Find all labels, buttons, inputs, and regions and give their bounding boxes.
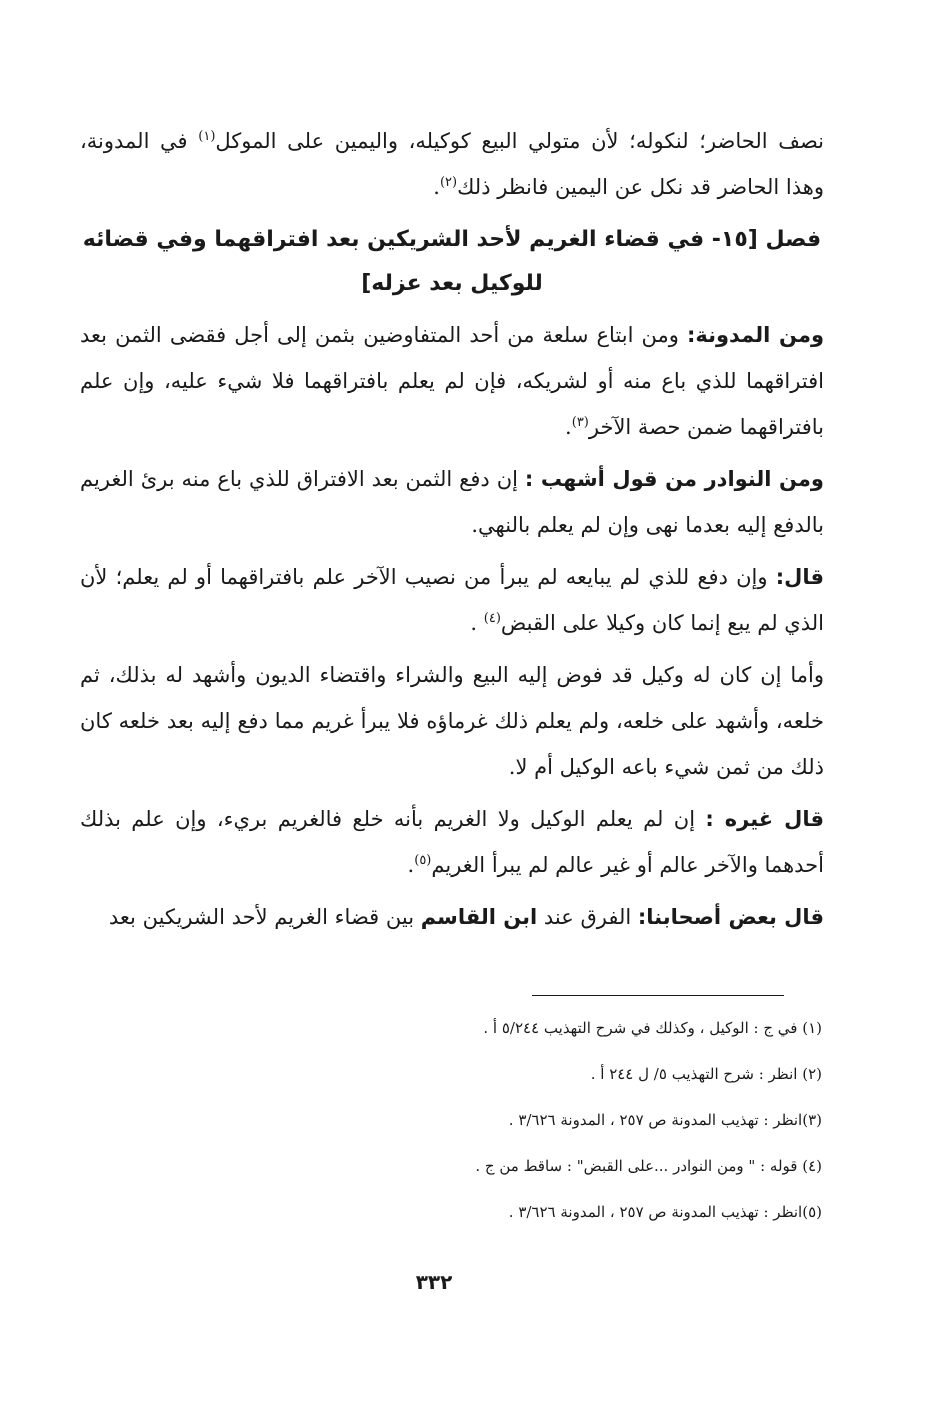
paragraph-lead: قال غيره : (705, 807, 824, 831)
paragraph-text: وإن دفع للذي لم يبايعه لم يبرأ من نصيب الآخر علم بافتراقهما أو لم يعلم؛ لأن الذي لم يبع إنما كان وكيلا على القبض (80, 565, 824, 635)
footnote-ref-5[interactable]: (٥) (414, 853, 432, 868)
paragraph-text: إن لم يعلم الوكيل ولا الغريم بأنه خلع فالغريم بريء، وإن علم بذلك أحدهما والآخر عالم أو غير عالم لم يبرأ الغريم (80, 807, 824, 877)
footnote-ref-1[interactable]: (١) (198, 129, 216, 144)
paragraph-text: وأما إن كان له وكيل قد فوض إليه البيع والشراء واقتضاء الديون وأشهد له بذلك، ثم خلعه، وأشهد على خلعه، ولم يعلم ذلك غرماؤه فلا يبرأ غريم مما دفع إليه بعد خلعه كان ذلك من ثمن شيء باعه الوكيل أم لا. (80, 663, 824, 779)
paragraph-end: . (565, 415, 572, 439)
paragraph-lead: ومن النوادر من قول أشهب : (524, 467, 824, 491)
intro-text-a: نصف الحاضر؛ لنكوله؛ لأن متولي البيع كوكيله، واليمين على الموكل (215, 129, 825, 153)
paragraph-text: ومن ابتاع سلعة من أحد المتفاوضين بثمن إلى أجل فقضى الثمن بعد افتراقهما للذي باع منه أو لشريكه، فإن لم يعلم بافتراقهما فلا شيء عليه، وإن علم بافتراقهما ضمن حصة الآخر (80, 323, 824, 439)
intro-paragraph (80, 118, 824, 210)
paragraph-lead: ومن المدونة: (686, 323, 825, 347)
paragraph-end: . (470, 611, 484, 635)
page-body (80, 118, 824, 946)
paragraph-lead: قال: (775, 565, 824, 589)
paragraph-text: إن دفع الثمن بعد الافتراق للذي باع منه برئ الغريم بالدفع إليه بعدما نهى وإن لم يعلم بالنهي. (80, 467, 824, 537)
footnote-ref-3[interactable]: (٣) (571, 415, 589, 430)
paragraph-qala (80, 554, 824, 646)
section-heading: فصل [١٥- في قضاء الغريم لأحد الشريكين بعد افتراقهما وفي قضائه للوكيل بعد عزله] (82, 227, 822, 296)
footnote-ref-4[interactable]: (٤) (483, 611, 501, 626)
paragraph-mudawwana (80, 312, 824, 450)
page-number: ٣٣٢ (415, 1270, 453, 1294)
footnote-5: (٥)انظر : تهذيب المدونة ص ٢٥٧ ، المدونة ٣/٦٢٦ . (508, 1203, 822, 1221)
scholar-name: ابن القاسم (420, 905, 538, 929)
paragraph-lead: قال بعض أصحابنا: (637, 905, 824, 929)
paragraph-ashabuna (80, 894, 824, 940)
footnote-3: (٣)انظر : تهذيب المدونة ص ٢٥٧ ، المدونة ٣/٦٢٦ . (508, 1111, 822, 1129)
paragraph-nawadir (80, 456, 824, 548)
paragraph-end: . (407, 853, 415, 877)
intro-text-c: . (433, 175, 440, 199)
footnote-2: (٢) انظر : شرح التهذيب ٥/ ل ٢٤٤ أ . (590, 1065, 822, 1083)
paragraph-text-continued: بين قضاء الغريم لأحد الشريكين بعد (108, 905, 421, 929)
footnote-separator (532, 995, 784, 996)
intro-text-b: في المدونة، وهذا الحاضر قد نكل عن اليمين فانظر ذلك (80, 129, 824, 199)
footnote-ref-2[interactable]: (٢) (439, 175, 458, 190)
paragraph-ghayruh (80, 796, 824, 888)
footnote-1: (١) في ج : الوكيل ، وكذلك في شرح التهذيب ٥/٢٤٤ أ . (483, 1019, 822, 1037)
paragraph-wakil (80, 652, 824, 790)
footnotes (380, 1010, 822, 1240)
footnote-4: (٤) قوله : " ومن النوادر ...على القبض" : ساقط من ج . (475, 1157, 822, 1175)
paragraph-text: الفرق عند (537, 905, 638, 929)
